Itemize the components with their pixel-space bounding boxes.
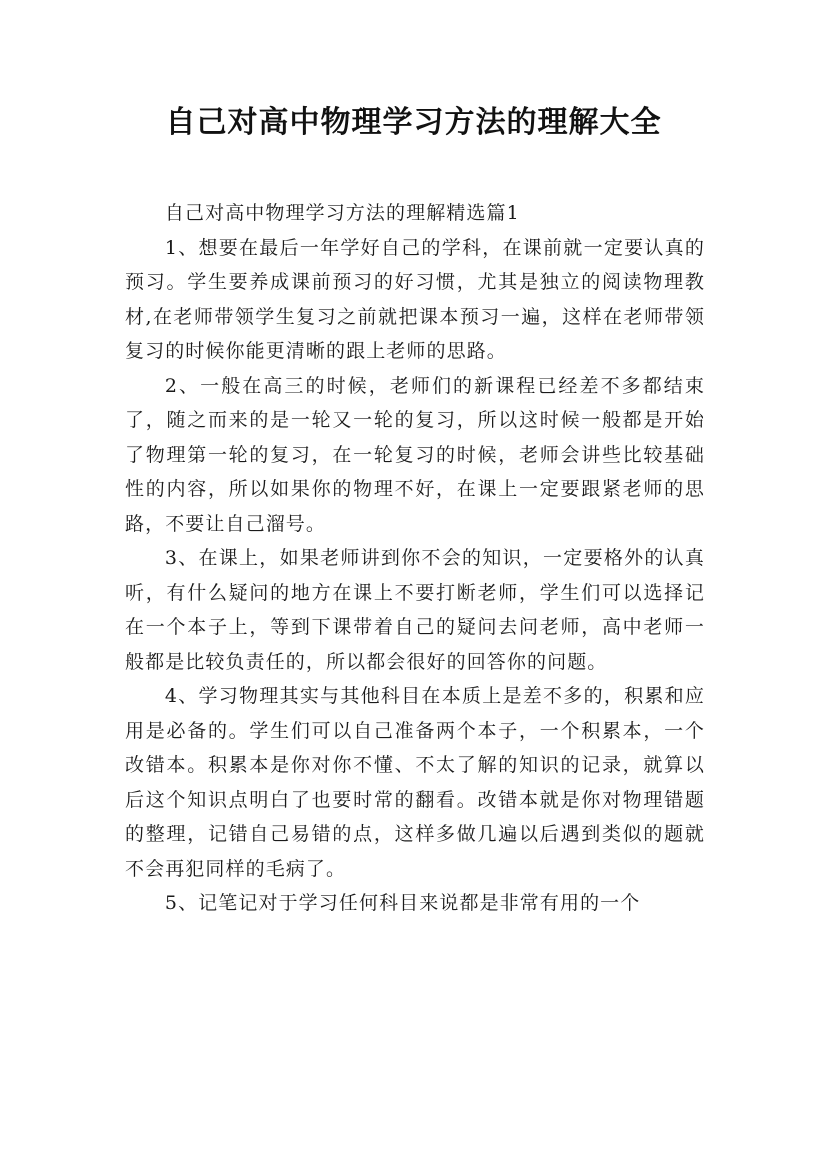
- paragraph-4: 4、学习物理其实与其他科目在本质上是差不多的，积累和应用是必备的。学生们可以自己准备两个本子，一个积累本，一个改错本。积累本是你对你不懂、不太了解的知识的记录，就算以后这个知识点明白了也要时常的翻看。改错本就是你对物理错题的整理，记错自己易错的点，这样多做几遍以后遇到类似的题就不会再犯同样的毛病了。: [125, 685, 705, 880]
- paragraph-1: 1、想要在最后一年学好自己的学科，在课前就一定要认真的预习。学生要养成课前预习的好习惯，尤其是独立的阅读物理教材,在老师带领学生复习之前就把课本预习一遍，这样在老师带领复习的时候你能更清晰的跟上老师的思路。: [125, 236, 705, 362]
- section-heading: 自己对高中物理学习方法的理解精选篇1: [164, 202, 520, 224]
- paragraph-5: 5、记笔记对于学习任何科目来说都是非常有用的一个: [164, 892, 641, 914]
- document-body: [125, 196, 705, 921]
- document-title: 自己对高中物理学习方法的理解大全: [165, 105, 662, 140]
- paragraph-2: 2、一般在高三的时候，老师们的新课程已经差不多都结束了，随之而来的是一轮又一轮的复习，所以这时候一般都是开始了物理第一轮的复习，在一轮复习的时候，老师会讲些比较基础性的内容，所以如果你的物理不好，在课上一定要跟紧老师的思路，不要让自己溜号。: [125, 374, 705, 535]
- paragraph-3: 3、在课上，如果老师讲到你不会的知识，一定要格外的认真听，有什么疑问的地方在课上不要打断老师，学生们可以选择记在一个本子上，等到下课带着自己的疑问去问老师，高中老师一般都是比较负责任的，所以都会很好的回答你的问题。: [125, 547, 705, 673]
